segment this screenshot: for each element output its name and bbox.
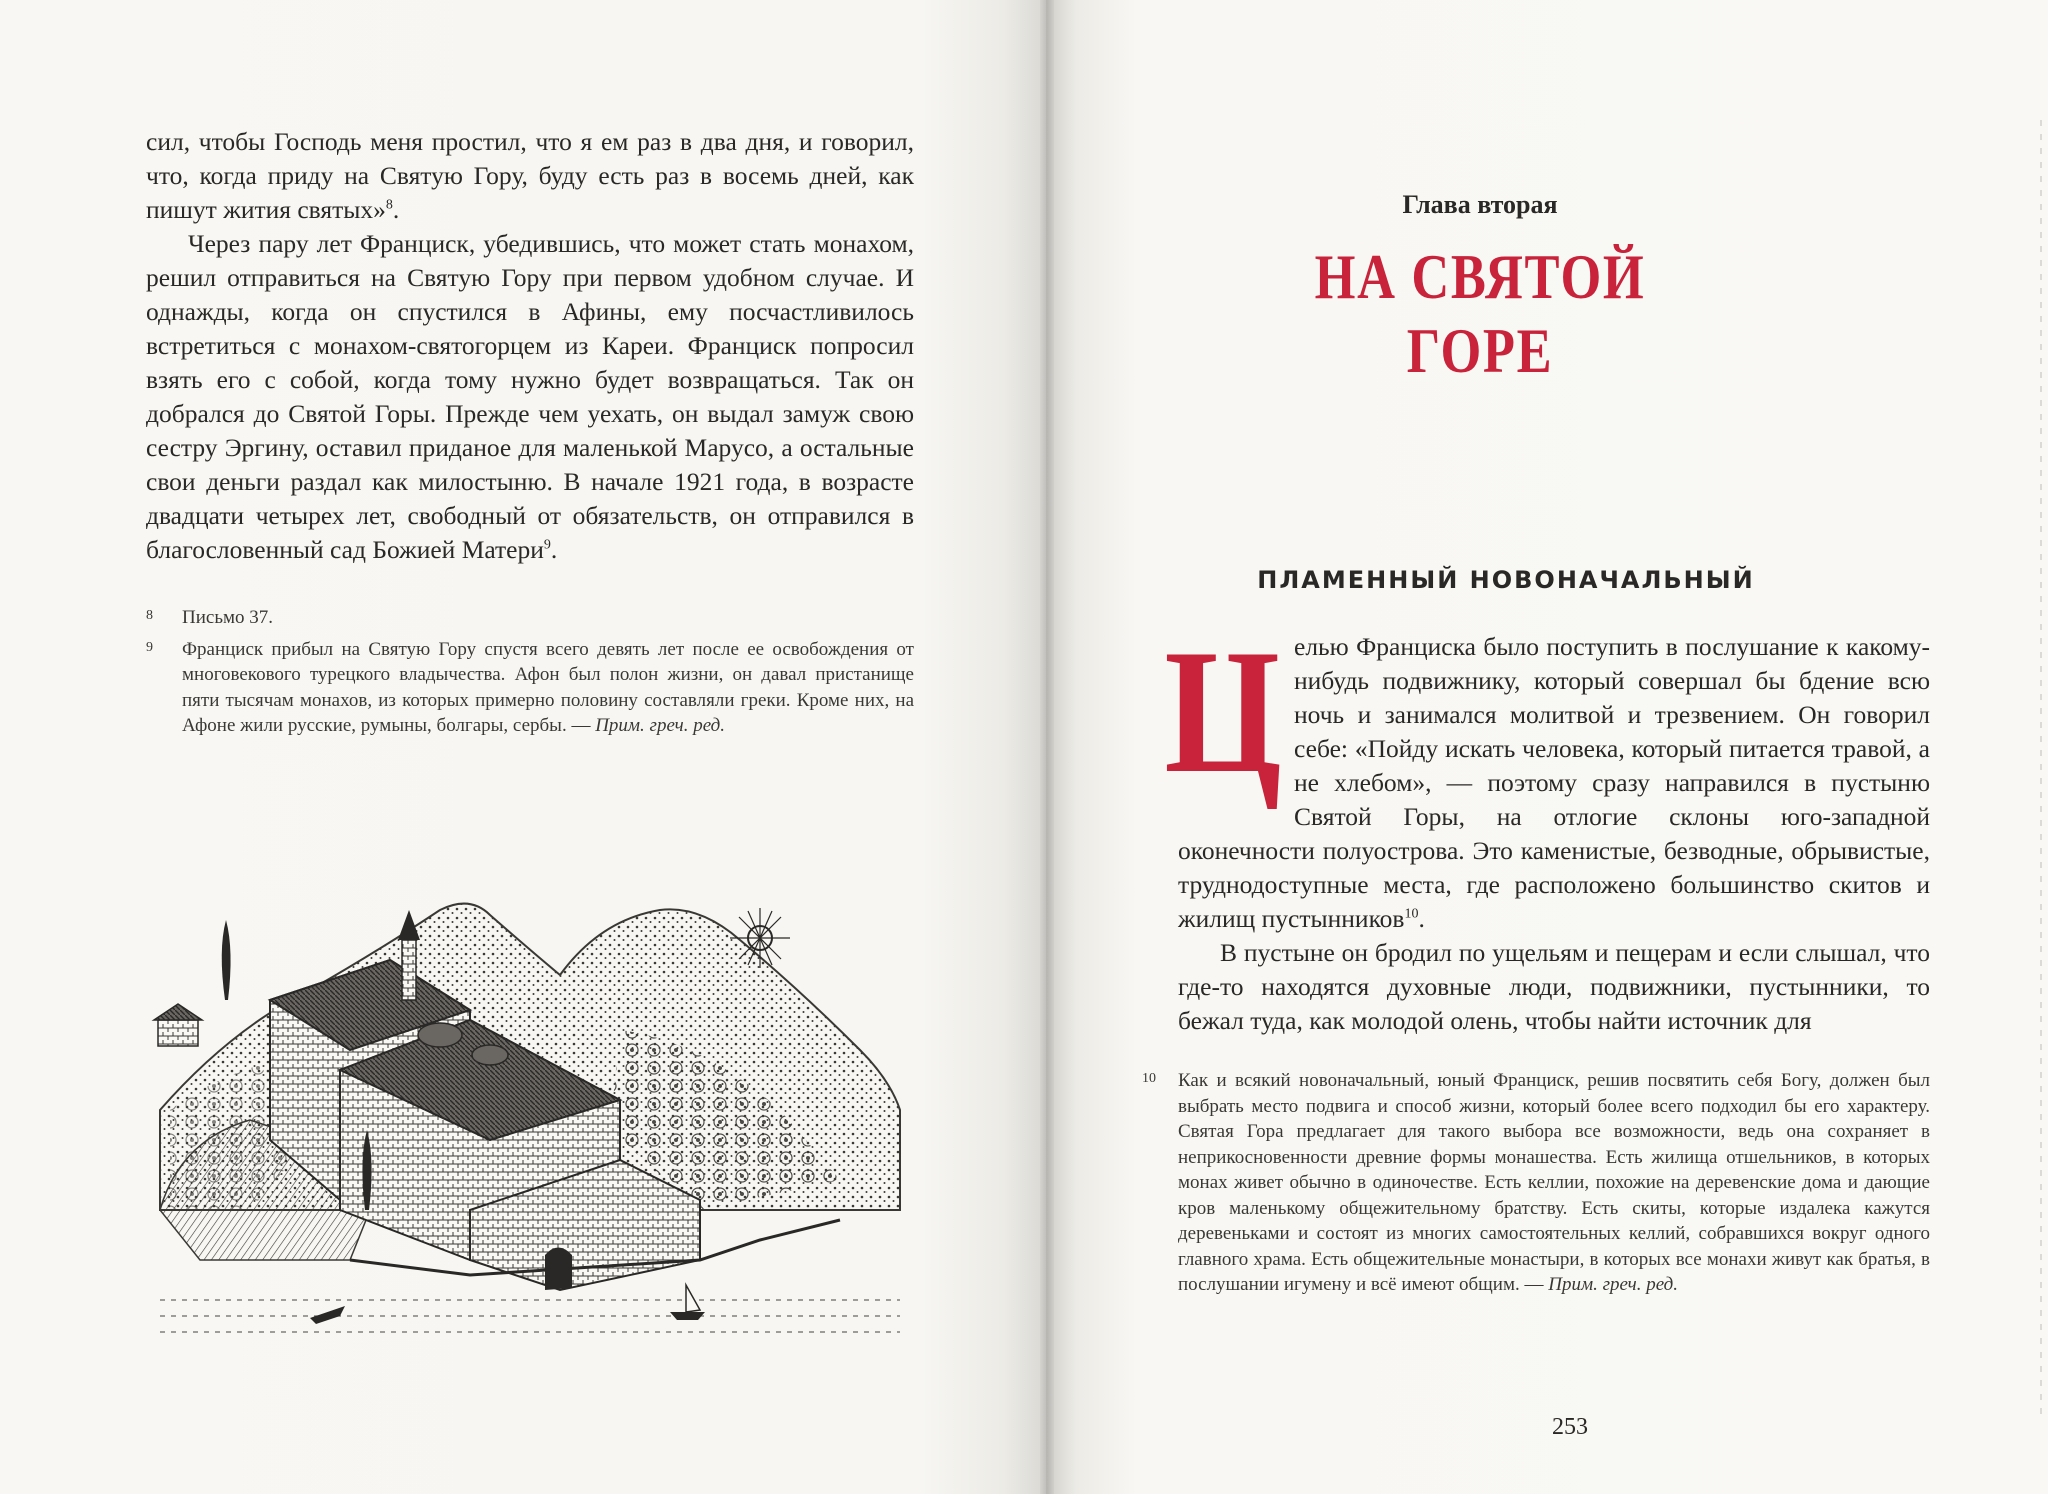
right-body-text bbox=[1164, 612, 1930, 1038]
footnote-8: 8 Письмо 37. bbox=[146, 607, 274, 628]
chapter-title: НА СВЯТОЙ ГОРЕ bbox=[1314, 241, 1646, 386]
section-title: ПЛАМЕННЫЙ НОВОНАЧАЛЬНЫЙ bbox=[1257, 566, 1755, 594]
drop-cap: Ц bbox=[1164, 612, 1282, 810]
boat-icon bbox=[310, 1306, 345, 1324]
footnote-10: 10 Как и всякий новоначальный, юный Франциск, решив посвятить себя Богу, должен был выбрать место подвига и способ жизни, который более всего подходил бы его характеру. Святая Гора предлагает для такого выбора все возможности, ведь она сохраняет в неприкосновенности древние формы монашества. Есть жилища отшельников, в которых монах живет обычно в одиночестве. Есть келлии, похожие на деревенские дома и дающие кров маленькому общежительному братству. Есть скиты, которые издалека кажутся деревеньками и состоят из многих самостоятельных келлий, собравшихся вокруг одного главного храма. Есть общежительные монастыри, в которых все монахи живут как братья, в послушании игумену и всё имеют общим. — Прим. греч. ред. bbox=[1142, 1070, 1930, 1295]
right-paragraph-1: Целью Франциска было поступить в послушание к какому-нибудь подвижнику, который совершал бы бдение всю ночь и занимался молитвой и трезвением. Он говорил себе: «Пойду искать человека, который питается травой, а не хлебом», — поэтому сразу направился в пустыню Святой Горы, на отлогие склоны юго-западной оконечности полуострова. Это каменистые, безводные, обрывистые, труднодоступные места, где расположено большинство скитов и жилищ пустынников$^{10}$. bbox=[1164, 612, 1930, 933]
footnote-9: 9 Франциск прибыл на Святую Гору спустя всего девять лет после ее освобождения от многовекового турецкого владычества. Афон был полон жизни, он давал пристанище пяти тысячам монахов, из которых примерно половину составляли греки. Кроме них, на Афоне жили русские, румыны, болгары, сербы. — Прим. греч. ред. bbox=[146, 638, 914, 736]
left-paragraph-2: Через пару лет Франциск, убедившись, что может стать монахом, решил отправиться на Святую Гору при первом удобном случае. И однажды, когда он спустился в Афины, ему посчастливилось встретиться с монахом-святогорцем из Кареи. Франциск попросил взять его с собой, когда тому нужно будет возвращаться. Так он добрался до Святой Горы. Прежде чем уехать, он выдал замуж свою сестру Эргину, оставил приданое для маленькой Марусо, а остальные свои деньги раздал как милостыню. В начале 1921 года, в возрасте двадцати четырех лет, свободный от обязательств, он отправился в благословенный сад Божией Матери$^9$. bbox=[146, 229, 914, 564]
chapter-label: Глава вторая bbox=[1402, 190, 1558, 219]
right-paragraph-2: В пустыне он бродил по ущельям и пещерам и если слышал, что где-то находятся духовные люди, подвижники, пустынники, то бежал туда, как молодой олень, чтобы найти источник для bbox=[1178, 938, 1930, 1035]
right-footnotes bbox=[1142, 1068, 1930, 1304]
page-number: 253 bbox=[1552, 1414, 1588, 1440]
sun-icon bbox=[730, 908, 790, 968]
left-paragraph-1: сил, чтобы Господь меня простил, что я ем раз в два дня, и говорил, что, когда приду на Святую Гору, буду есть раз в восемь дней, как пишут жития святых»$^8$. bbox=[146, 127, 914, 224]
left-body-text bbox=[146, 125, 914, 567]
boat-icon bbox=[670, 1285, 705, 1320]
page-edge bbox=[2040, 120, 2042, 1420]
left-footnotes bbox=[146, 605, 914, 745]
book-gutter bbox=[1040, 0, 1054, 1494]
monastery-illustration bbox=[140, 880, 910, 1350]
